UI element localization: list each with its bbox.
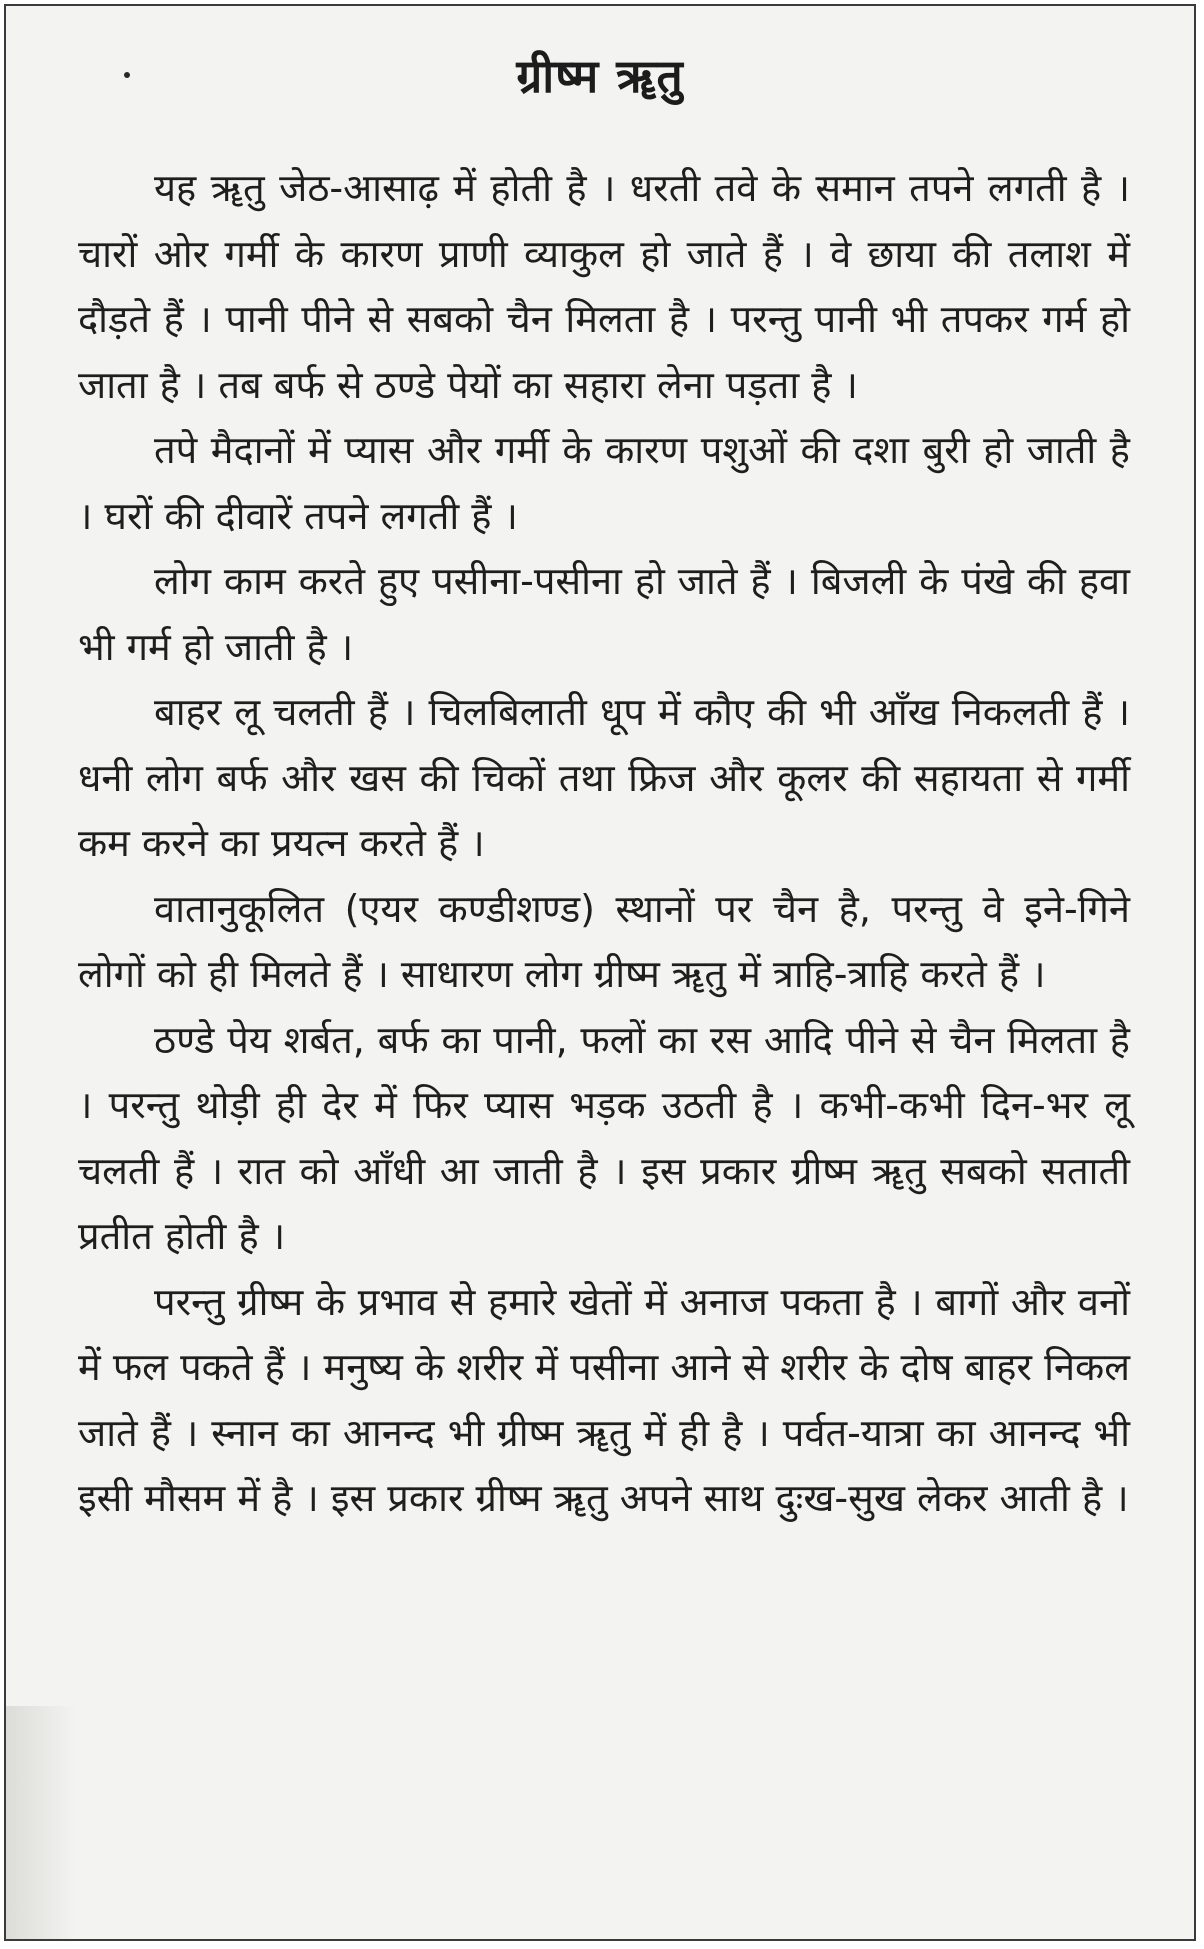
- paragraph-2: तपे मैदानों में प्यास और गर्मी के कारण पशुओं की दशा बुरी हो जाती है । घरों की दीवारें तपने लगती हैं ।: [78, 428, 1130, 538]
- essay-body: [78, 156, 1130, 1532]
- paragraph-1: यह ॠतु जेठ-आसाढ़ में होती है । धरती तवे के समान तपने लगती है । चारों ओर गर्मी के कारण प्राणी व्याकुल हो जाते हैं । वे छाया की तलाश में दौड़ते हैं । पानी पीने से सबको चैन मिलता है । परन्तु पानी भी तपकर गर्म हो जाता है । तब बर्फ से ठण्डे पेयों का सहारा लेना पड़ता है ।: [78, 166, 1130, 407]
- scan-shadow: [6, 1706, 76, 1941]
- scanned-page: [4, 4, 1196, 1941]
- paragraph-5: वातानुकूलित (एयर कण्डीशण्ड) स्थानों पर चैन है, परन्तु वे इने-गिने लोगों को ही मिलते हैं । साधारण लोग ग्रीष्म ॠतु में त्राहि-त्राहि करते हैं ।: [78, 886, 1130, 996]
- paragraph-4: बाहर लू चलती हैं । चिलबिलाती धूप में कौए की भी आँख निकलती हैं । धनी लोग बर्फ और खस की चिकों तथा फ्रिज और कूलर की सहायता से गर्मी कम करने का प्रयत्न करते हैं ।: [78, 690, 1130, 865]
- paragraph-6: ठण्डे पेय शर्बत, बर्फ का पानी, फलों का रस आदि पीने से चैन मिलता है । परन्तु थोड़ी ही देर में फिर प्यास भड़क उठती है । कभी-कभी दिन-भर लू चलती हैं । रात को आँधी आ जाती है । इस प्रकार ग्रीष्म ॠतु सबको सताती प्रतीत होती है ।: [78, 1017, 1130, 1258]
- paragraph-7: परन्तु ग्रीष्म के प्रभाव से हमारे खेतों में अनाज पकता है । बागों और वनों में फल पकते हैं । मनुष्य के शरीर में पसीना आने से शरीर के दोष बाहर निकल जाते हैं । स्नान का आनन्द भी ग्रीष्म ॠतु में ही है । पर्वत-यात्रा का आनन्द भी इसी मौसम में है । इस प्रकार ग्रीष्म ॠतु अपने साथ दुःख-सुख लेकर आती है ।: [78, 1279, 1130, 1520]
- page-title: ग्रीष्म ॠतु: [516, 49, 684, 103]
- paragraph-3: लोग काम करते हुए पसीना-पसीना हो जाते हैं । बिजली के पंखे की हवा भी गर्म हो जाती है ।: [78, 559, 1130, 669]
